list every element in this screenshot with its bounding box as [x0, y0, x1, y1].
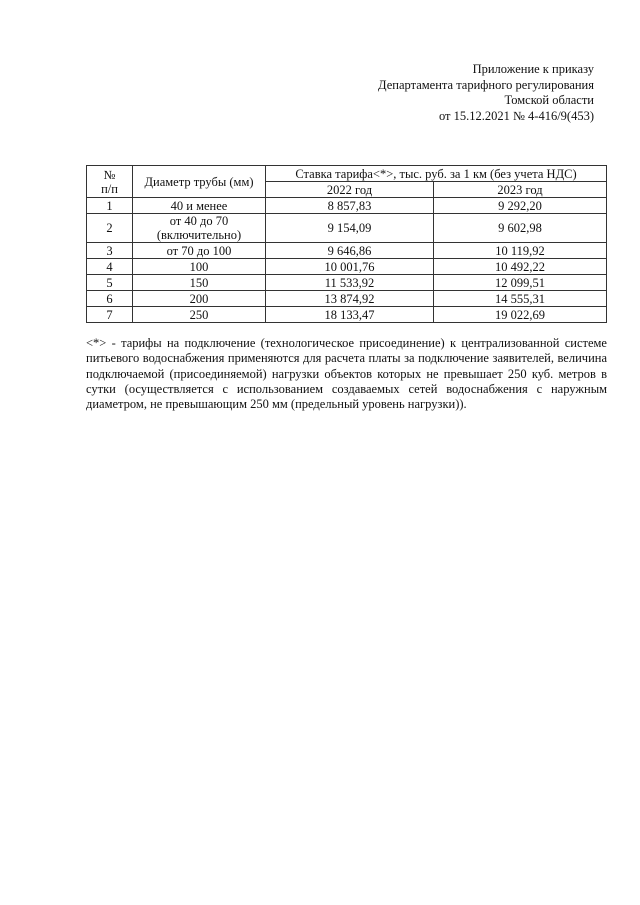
cell-number: 5: [87, 275, 133, 291]
cell-diameter: 100: [133, 259, 266, 275]
cell-diameter: от 70 до 100: [133, 243, 266, 259]
appendix-header: [378, 62, 594, 124]
header-line: от 15.12.2021 № 4-416/9(453): [438, 108, 594, 123]
cell-2022: 18 133,47: [266, 307, 434, 323]
header-number: № п/п: [87, 166, 133, 198]
cell-2022: 8 857,83: [266, 198, 434, 214]
cell-2023: 10 119,92: [434, 243, 607, 259]
cell-2023: 9 602,98: [434, 214, 607, 243]
header-diameter: Диаметр трубы (мм): [133, 166, 266, 198]
cell-number: 3: [87, 243, 133, 259]
table-row: [87, 275, 607, 291]
table-header-row: [87, 166, 607, 182]
tariff-table: [86, 165, 607, 323]
table-row: [87, 307, 607, 323]
cell-diameter: 200: [133, 291, 266, 307]
footnote: <*> - тарифы на подключение (технологическое присоединение) к централизованной системе питьевого водоснабжения применяются для расчета платы за подключение заявителей, величина подключаемой (присоединяемой) нагрузки объектов которых не превышает 250 куб. метров в сутки (осуществляется с использованием создаваемых сетей водоснабжения с наружным диаметром, не превышающим 250 мм (предельный уровень нагрузки)).: [86, 336, 607, 412]
cell-2023: 12 099,51: [434, 275, 607, 291]
cell-2022: 11 533,92: [266, 275, 434, 291]
cell-diameter: 40 и менее: [133, 198, 266, 214]
cell-number: 2: [87, 214, 133, 243]
cell-2022: 9 646,86: [266, 243, 434, 259]
table-row: [87, 198, 607, 214]
cell-diameter: 150: [133, 275, 266, 291]
cell-diameter: 250: [133, 307, 266, 323]
header-line: Приложение к приказу: [472, 62, 594, 76]
header-line: Департамента тарифного регулирования: [378, 77, 594, 92]
cell-2023: 9 292,20: [434, 198, 607, 214]
cell-number: 4: [87, 259, 133, 275]
table-row: [87, 214, 607, 243]
cell-number: 1: [87, 198, 133, 214]
cell-diameter: от 40 до 70 (включительно): [133, 214, 266, 243]
table-row: [87, 291, 607, 307]
table-row: [87, 243, 607, 259]
table-row: [87, 259, 607, 275]
cell-2022: 9 154,09: [266, 214, 434, 243]
header-2023: 2023 год: [434, 182, 607, 198]
header-2022: 2022 год: [266, 182, 434, 198]
cell-number: 7: [87, 307, 133, 323]
cell-2022: 10 001,76: [266, 259, 434, 275]
cell-2022: 13 874,92: [266, 291, 434, 307]
cell-2023: 14 555,31: [434, 291, 607, 307]
cell-2023: 10 492,22: [434, 259, 607, 275]
header-line: Томской области: [504, 93, 594, 107]
header-rate: Ставка тарифа<*>, тыс. руб. за 1 км (без учета НДС): [266, 166, 607, 182]
cell-number: 6: [87, 291, 133, 307]
cell-2023: 19 022,69: [434, 307, 607, 323]
